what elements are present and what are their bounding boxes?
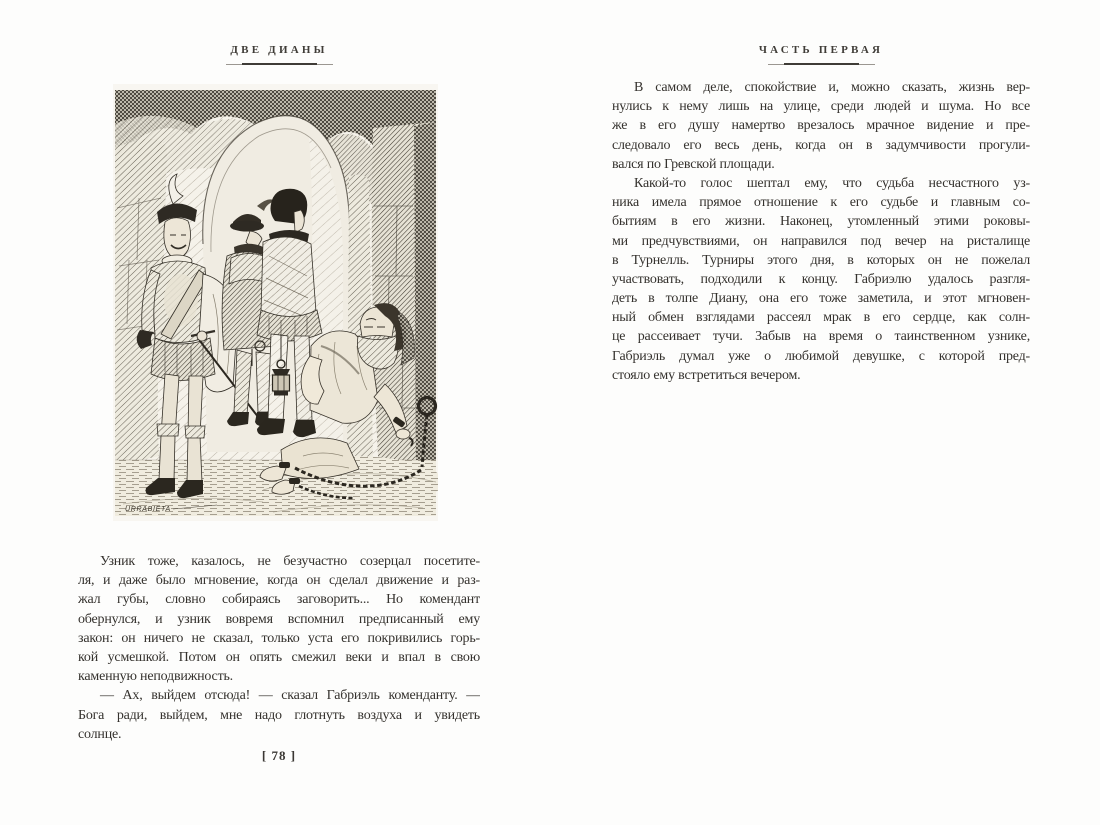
- text-line: Узник тоже, казалось, не безучастно созерцал посетите-: [100, 554, 480, 569]
- text-line: Габриэль думал уже о любимой девушке, с которой пред-: [612, 348, 1030, 364]
- text-line: закон: он ничего не сказал, только уста его покривились горь-: [78, 630, 480, 646]
- left-page-text: [78, 552, 480, 744]
- left-header-rule: [226, 62, 333, 66]
- text-line: же в его душу намертво врезалось мрачное видение и пре-: [612, 118, 1030, 134]
- text-line: ника имела прямое отношение к его судьбе и главным со-: [612, 195, 1030, 211]
- text-line: каменную неподвижность.: [78, 669, 233, 685]
- text-line: бытиям в его жизни. Наконец, утомленный этими роковы-: [612, 214, 1030, 230]
- right-header-title: ЧАСТЬ ПЕРВАЯ: [758, 44, 884, 56]
- engraving-svg: [113, 84, 438, 521]
- text-line: ный обмен взглядами рассеял мрак в его сердце, как солн-: [612, 310, 1030, 326]
- text-line: — Ах, выйдем отсюда! — сказал Габриэль коменданту. —: [100, 688, 480, 704]
- text-line: В самом деле, спокойствие и, можно сказать, жизнь вер-: [634, 80, 1030, 95]
- rule-thick: [242, 63, 317, 66]
- text-line: следовало его весь день, когда он в задумчивости прогули-: [612, 137, 1030, 153]
- text-line: ля, и даже было мгновение, когда он сделал движение и раз-: [78, 573, 480, 589]
- paragraph: [612, 78, 1030, 174]
- text-line: кой усмешкой. Потом он опять смежил веки и впал в свою: [78, 649, 480, 665]
- paragraph: [78, 552, 480, 686]
- text-line: участвовать, подходили к концу. Габриэлю удалось разгля-: [612, 271, 1030, 287]
- text-line: жал губы, словно собираясь заговорить... Но комендант: [78, 592, 480, 608]
- text-line: обернулся, и узник вовремя вспомнил предписанный ему: [78, 611, 480, 627]
- rule-thick: [784, 63, 859, 66]
- text-line: солнце.: [78, 726, 122, 742]
- text-line: в Турнелль. Турниры этого дня, в которых он не пожелал: [612, 252, 1030, 268]
- paragraph: [78, 686, 480, 744]
- text-line: нулись к нему лишь на улице, среди людей и шума. Но все: [612, 99, 1030, 115]
- text-line: ми предчувствиями, он направился под вечер на ристалище: [612, 233, 1030, 249]
- text-line: деть в толпе Диану, она его тоже заметила, и этот мгновен-: [612, 291, 1030, 307]
- right-page-text: [612, 78, 1030, 385]
- text-line: стояло ему встретиться вечером.: [612, 367, 801, 383]
- left-running-head: [78, 44, 480, 66]
- page-number: [ 78 ]: [261, 748, 297, 763]
- paragraph: [612, 174, 1030, 385]
- text-line: вался по Гревской площади.: [612, 156, 775, 172]
- engraving-illustration: [113, 84, 438, 521]
- right-running-head: [612, 44, 1030, 66]
- illustration-signature: URRABIETA: [125, 506, 171, 513]
- text-line: Какой-то голос шептал ему, что судьба несчастного уз-: [634, 175, 1030, 191]
- left-header-title: ДВЕ ДИАНЫ: [230, 44, 328, 56]
- right-header-rule: [768, 62, 875, 66]
- text-line: Бога ради, выйдем, мне надо глотнуть воздуха и увидеть: [78, 707, 480, 723]
- text-line: це рассеивает тучи. Забыв на время о таинственном узнике,: [612, 329, 1030, 345]
